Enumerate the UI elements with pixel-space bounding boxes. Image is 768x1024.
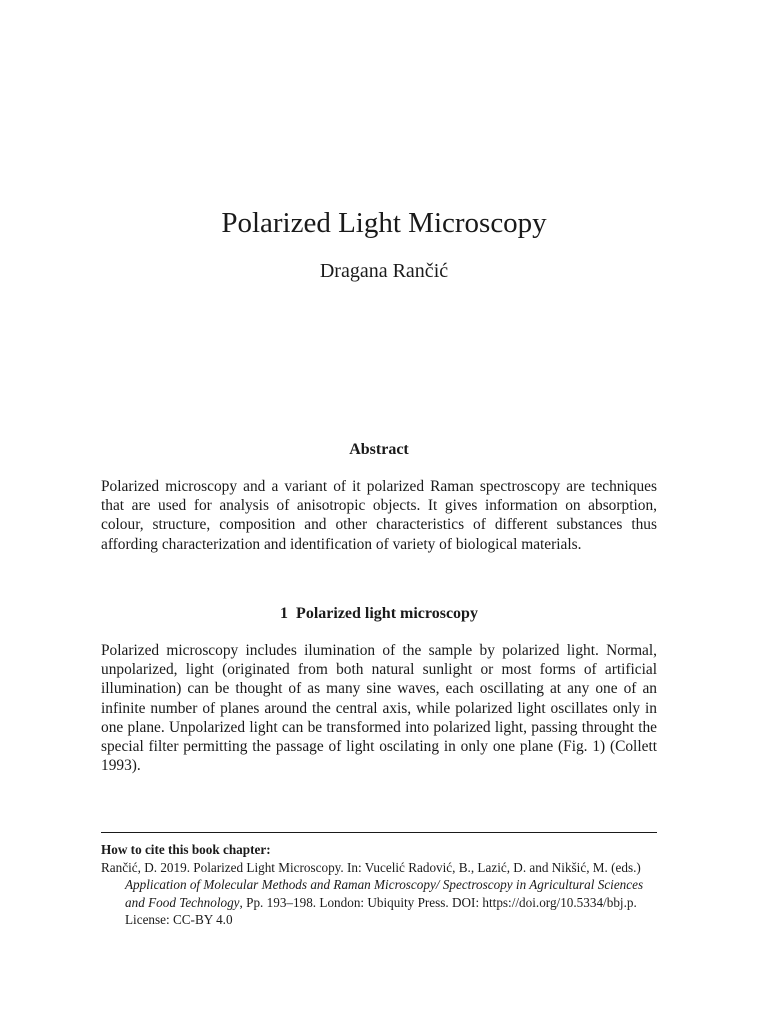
abstract-heading: Abstract (349, 441, 409, 458)
abstract-text: Polarized microscopy and a variant of it polarized Raman spectroscopy are techniques that are used for analysis of anisotropic objects. It gives information on absorption, colour, structure, composition and other characteristics of different substances thus affording characterization and identification of variety of biological materials. (101, 478, 657, 553)
section-body-text: Polarized microscopy includes ilumination of the sample by polarized light. Normal, unpolarized, light (originated from both natural sunlight or most forms of artificial illumination) can be thought of as many sine waves, each oscillating at any one of an infinite number of planes around the central axis, while polarized light oscillates only in one plane. Unpolarized light can be transformed into polarized light, passing throught the special filter permitting the passage of light oscilating in only one plane (Fig. 1) (Collett 1993). (101, 642, 657, 775)
section-number: 1 (280, 605, 289, 622)
citation-text (101, 859, 661, 929)
citation-book-title: Application of Molecular Methods and Raman Microscopy/ Spectroscopy in Agricultural Sciences and Food Technology (125, 877, 644, 910)
footnote-divider (101, 832, 657, 833)
section-heading (0, 602, 758, 626)
citation-prefix: Rančić, D. 2019. Polarized Light Microscopy. In: Vucelić Radović, B., Lazić, D. and Nikšić, M. (eds.) (101, 860, 641, 875)
section-title: Polarized light microscopy (296, 605, 478, 622)
citation-heading: How to cite this book chapter: (101, 842, 271, 857)
citation-suffix: , Pp. 193–198. London: Ubiquity Press. DOI: https://doi.org/10.5334/bbj.p. License: CC-BY 4.0 (125, 894, 637, 928)
chapter-author: Dragana Rančić (319, 260, 449, 282)
chapter-title: Polarized Light Microscopy (221, 207, 547, 239)
